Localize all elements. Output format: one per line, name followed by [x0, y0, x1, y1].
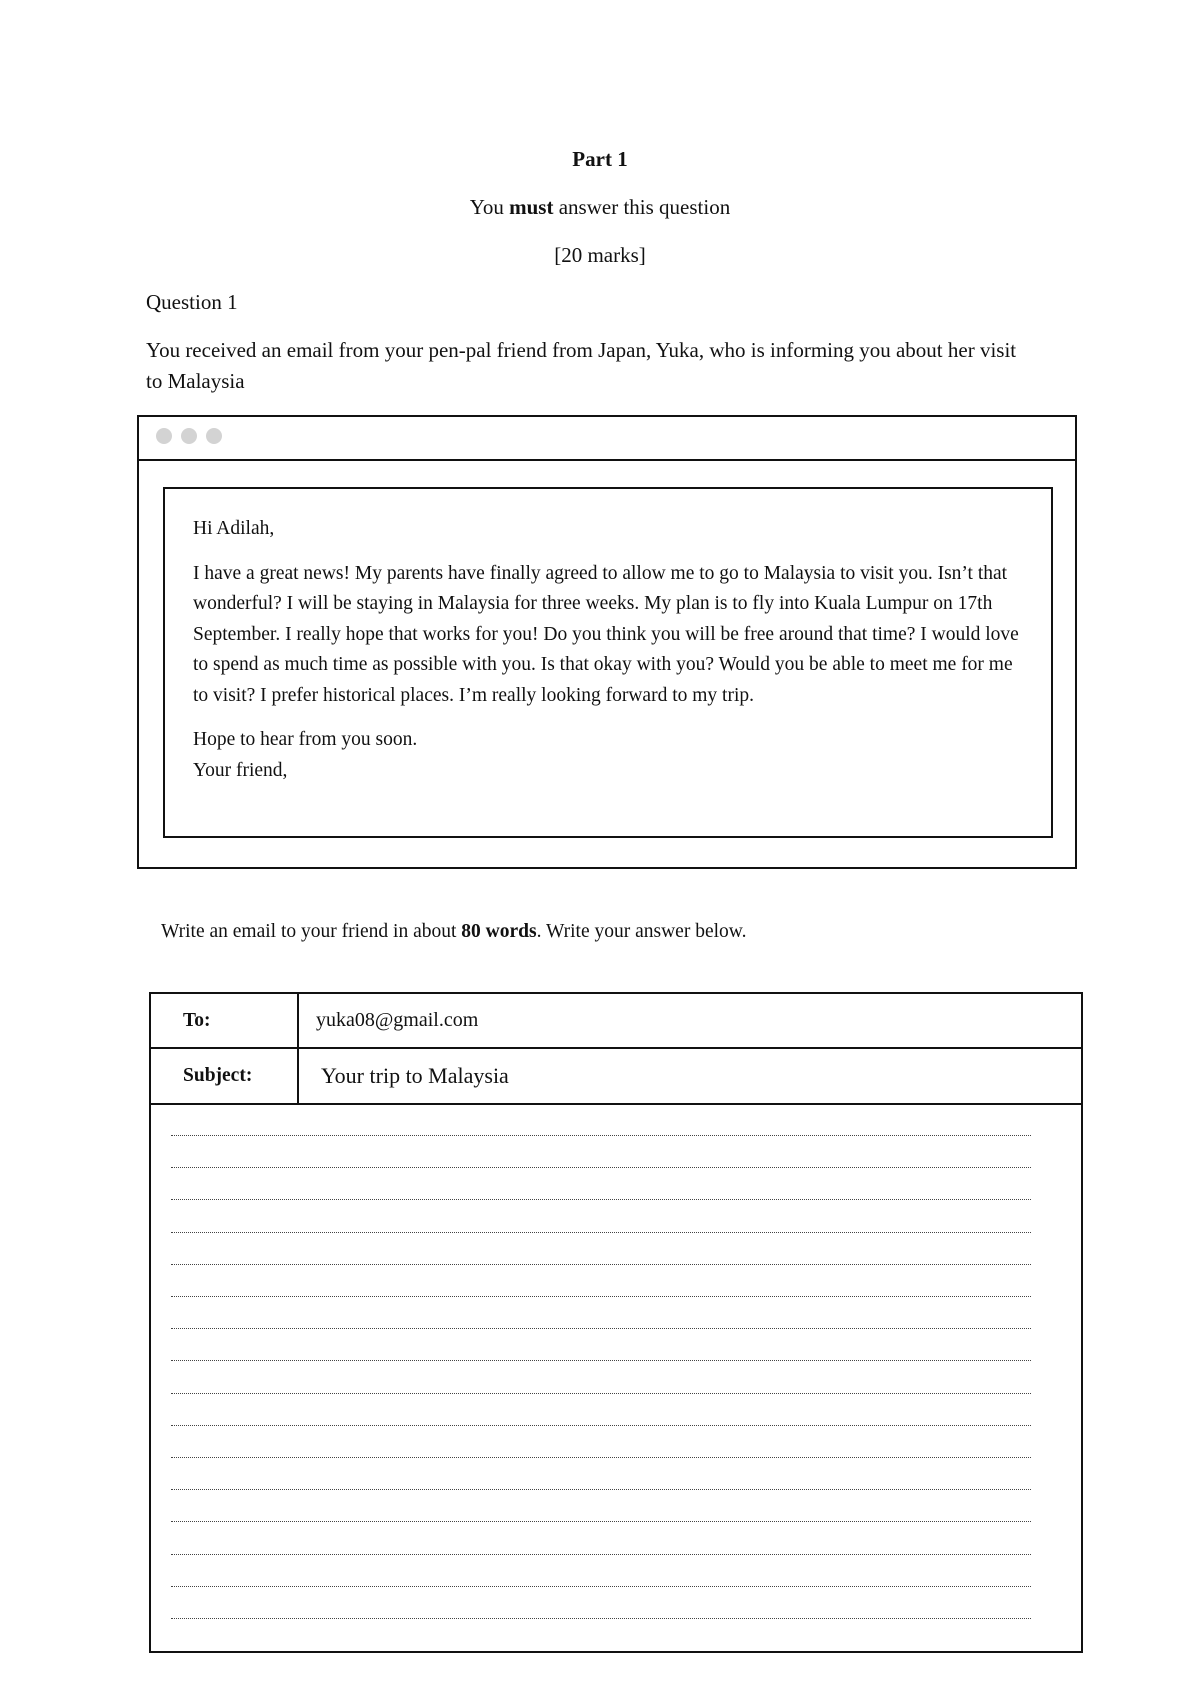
- answer-line[interactable]: [171, 1296, 1031, 1297]
- answer-line[interactable]: [171, 1489, 1031, 1490]
- part-title: Part 1: [572, 147, 628, 171]
- email-browser-window: [137, 415, 1077, 869]
- browser-title-bar: [139, 417, 1075, 461]
- email-message: I have a great news! My parents have finally agreed to allow me to go to Malaysia to visit you. Isn’t that wonderful? I will be staying in Malaysia for three weeks. My plan is to fly into Kuala Lumpur on 17th September. I really hope that works for you! Do you think you will be free around that time? I would love to spend as much time as possible with you. Is that okay with you? Would you be able to meet me for me to visit? I prefer historical places. I’m really looking forward to my trip.: [193, 562, 1019, 706]
- answer-line[interactable]: [171, 1360, 1031, 1361]
- email-closing: Hope to hear from you soon.: [193, 729, 418, 750]
- writing-instruction: [161, 919, 746, 945]
- answer-line[interactable]: [171, 1554, 1031, 1555]
- answer-line[interactable]: [171, 1457, 1031, 1458]
- email-greeting: Hi Adilah,: [193, 518, 275, 539]
- subject-row: [151, 1049, 1081, 1105]
- to-value: yuka08@gmail.com: [316, 1009, 479, 1031]
- must-prefix: You: [469, 195, 510, 219]
- must-suffix: answer this question: [553, 195, 731, 219]
- answer-line[interactable]: [171, 1167, 1031, 1168]
- answer-line[interactable]: [171, 1393, 1031, 1394]
- to-row: [151, 994, 1081, 1049]
- answer-line[interactable]: [171, 1586, 1031, 1587]
- to-label: To:: [151, 994, 299, 1047]
- answer-line[interactable]: [171, 1521, 1031, 1522]
- question-intro: You received an email from your pen-pal friend from Japan, Yuka, who is informing you about her visit to Malaysia: [146, 338, 1017, 393]
- answer-line[interactable]: [171, 1232, 1031, 1233]
- answer-email-form: [149, 992, 1083, 1653]
- received-email-body: [163, 487, 1053, 838]
- instruction-prefix: Write an email to your friend in about: [161, 921, 462, 942]
- question-number: Question 1: [146, 290, 238, 314]
- answer-line[interactable]: [171, 1618, 1031, 1619]
- answer-line[interactable]: [171, 1328, 1031, 1329]
- must-answer-line: [0, 194, 1200, 220]
- subject-label: Subject:: [151, 1049, 299, 1103]
- word-count: 80 words: [461, 921, 537, 942]
- window-dot-icon: [206, 428, 222, 444]
- answer-line[interactable]: [171, 1199, 1031, 1200]
- answer-line[interactable]: [171, 1135, 1031, 1136]
- instruction-suffix: . Write your answer below.: [536, 921, 747, 942]
- window-dot-icon: [181, 428, 197, 444]
- answer-line[interactable]: [171, 1264, 1031, 1265]
- marks-label: [20 marks]: [554, 243, 646, 267]
- must-emphasis: must: [509, 195, 554, 219]
- subject-value: Your trip to Malaysia: [321, 1063, 509, 1088]
- email-signoff: Your friend,: [193, 759, 288, 781]
- answer-line[interactable]: [171, 1425, 1031, 1426]
- window-dot-icon: [156, 428, 172, 444]
